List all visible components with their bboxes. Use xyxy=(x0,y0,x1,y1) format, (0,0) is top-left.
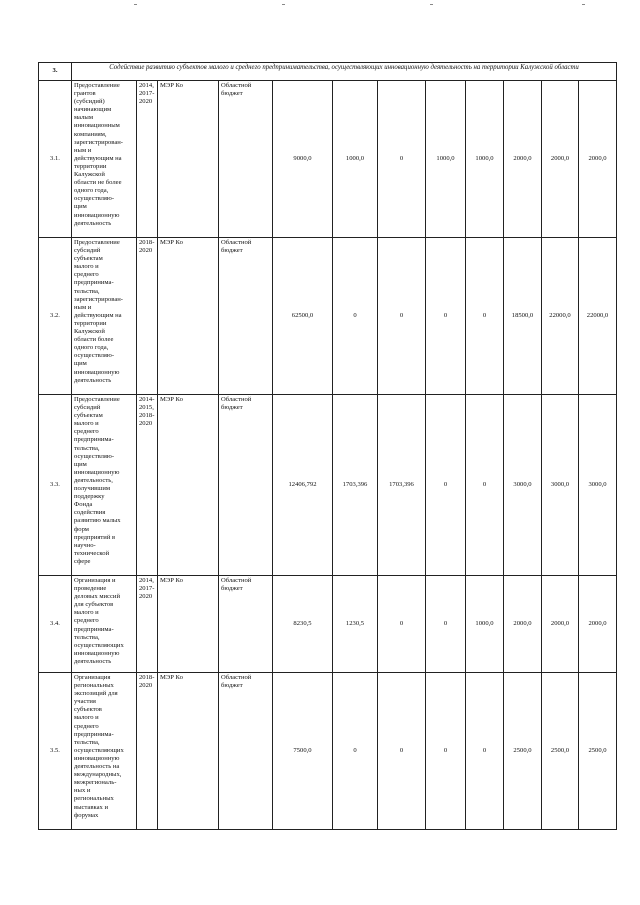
implementation-years: 2014, 2017- 2020 xyxy=(137,576,158,673)
section-number: 3. xyxy=(39,63,72,81)
executor: МЭР Ко xyxy=(158,81,219,238)
funding-value: 2500,0 xyxy=(542,673,579,830)
funding-value: 0 xyxy=(378,81,426,238)
funding-value: 8230,5 xyxy=(273,576,333,673)
funding-value: 12406,792 xyxy=(273,395,333,576)
funding-value: 1000,0 xyxy=(466,81,504,238)
row-number: 3.5. xyxy=(39,673,72,830)
activity-description: Организация и проведение деловых миссий для субъектов малого и среднего предпринима- тельства, осуществляющих инновационную деятельность xyxy=(72,576,137,673)
funding-value: 0 xyxy=(466,395,504,576)
funding-value: 3000,0 xyxy=(504,395,542,576)
funding-value: 2500,0 xyxy=(579,673,617,830)
table-row xyxy=(39,238,617,395)
funding-value: 22000,0 xyxy=(542,238,579,395)
table-row xyxy=(39,81,617,238)
funding-value: 1000,0 xyxy=(466,576,504,673)
executor: МЭР Ко xyxy=(158,395,219,576)
funding-value: 1703,396 xyxy=(333,395,378,576)
funding-value: 2000,0 xyxy=(542,576,579,673)
funding-value: 7500,0 xyxy=(273,673,333,830)
activity-description: Предоставление грантов (субсидий) начинающим малым инновационным компаниям, зарегистрирован- ным и действующим на территории Калужской области не более одного года, осуществляю- щим инновационную деятельность xyxy=(72,81,137,238)
funding-value: 0 xyxy=(426,238,466,395)
scan-specks xyxy=(0,4,640,10)
row-number: 3.4. xyxy=(39,576,72,673)
funding-value: 0 xyxy=(378,238,426,395)
funding-value: 0 xyxy=(378,576,426,673)
row-number: 3.3. xyxy=(39,395,72,576)
funding-value: 2500,0 xyxy=(504,673,542,830)
funding-value: 3000,0 xyxy=(579,395,617,576)
row-number: 3.2. xyxy=(39,238,72,395)
funding-value: 0 xyxy=(378,673,426,830)
section-row xyxy=(39,63,617,81)
funding-value: 62500,0 xyxy=(273,238,333,395)
executor: МЭР Ко xyxy=(158,673,219,830)
funding-value: 1000,0 xyxy=(333,81,378,238)
table-row xyxy=(39,576,617,673)
funding-value: 2000,0 xyxy=(504,576,542,673)
funding-value: 0 xyxy=(426,576,466,673)
funding-value: 1703,396 xyxy=(378,395,426,576)
funding-value: 22000,0 xyxy=(579,238,617,395)
funding-value: 0 xyxy=(426,395,466,576)
funding-value: 1230,5 xyxy=(333,576,378,673)
table-row xyxy=(39,395,617,576)
implementation-years: 2014, 2017- 2020 xyxy=(137,81,158,238)
funding-value: 0 xyxy=(426,673,466,830)
funding-value: 2000,0 xyxy=(542,81,579,238)
funding-value: 3000,0 xyxy=(542,395,579,576)
funding-source: Областной бюджет xyxy=(219,81,273,238)
funding-value: 2000,0 xyxy=(579,81,617,238)
activity-description: Организация региональных экспозиций для участия субъектов малого и среднего предпринима- тельства, осуществляющих инновационную деятельность на международных, межрегиональ- ных и региональных выставках и форумах xyxy=(72,673,137,830)
funding-source: Областной бюджет xyxy=(219,673,273,830)
funding-value: 0 xyxy=(333,238,378,395)
funding-value: 1000,0 xyxy=(426,81,466,238)
funding-value: 2000,0 xyxy=(504,81,542,238)
funding-source: Областной бюджет xyxy=(219,395,273,576)
implementation-years: 2014- 2015, 2018- 2020 xyxy=(137,395,158,576)
funding-value: 2000,0 xyxy=(579,576,617,673)
funding-source: Областной бюджет xyxy=(219,576,273,673)
funding-value: 0 xyxy=(466,673,504,830)
funding-value: 9000,0 xyxy=(273,81,333,238)
executor: МЭР Ко xyxy=(158,238,219,395)
program-table xyxy=(38,62,617,830)
implementation-years: 2018- 2020 xyxy=(137,673,158,830)
funding-source: Областной бюджет xyxy=(219,238,273,395)
implementation-years: 2018- 2020 xyxy=(137,238,158,395)
activity-description: Предоставление субсидий субъектам малого и среднего предпринима- тельства, зарегистрирован- ным и действующим на территории Калужской области более одного года, осуществляю- щим инновационную деятельность xyxy=(72,238,137,395)
funding-value: 0 xyxy=(333,673,378,830)
table-row xyxy=(39,673,617,830)
section-title: Содействие развитию субъектов малого и среднего предпринимательства, осуществляющих инновационную деятельность на территории Калужской области xyxy=(72,63,617,81)
row-number: 3.1. xyxy=(39,81,72,238)
executor: МЭР Ко xyxy=(158,576,219,673)
funding-value: 18500,0 xyxy=(504,238,542,395)
activity-description: Предоставление субсидий субъектам малого и среднего предпринима- тельства, осуществляю- щим инновационную деятельность, получившим поддержку Фонда содействия развитию малых форм предприятий в научно- технической сфере xyxy=(72,395,137,576)
funding-value: 0 xyxy=(466,238,504,395)
